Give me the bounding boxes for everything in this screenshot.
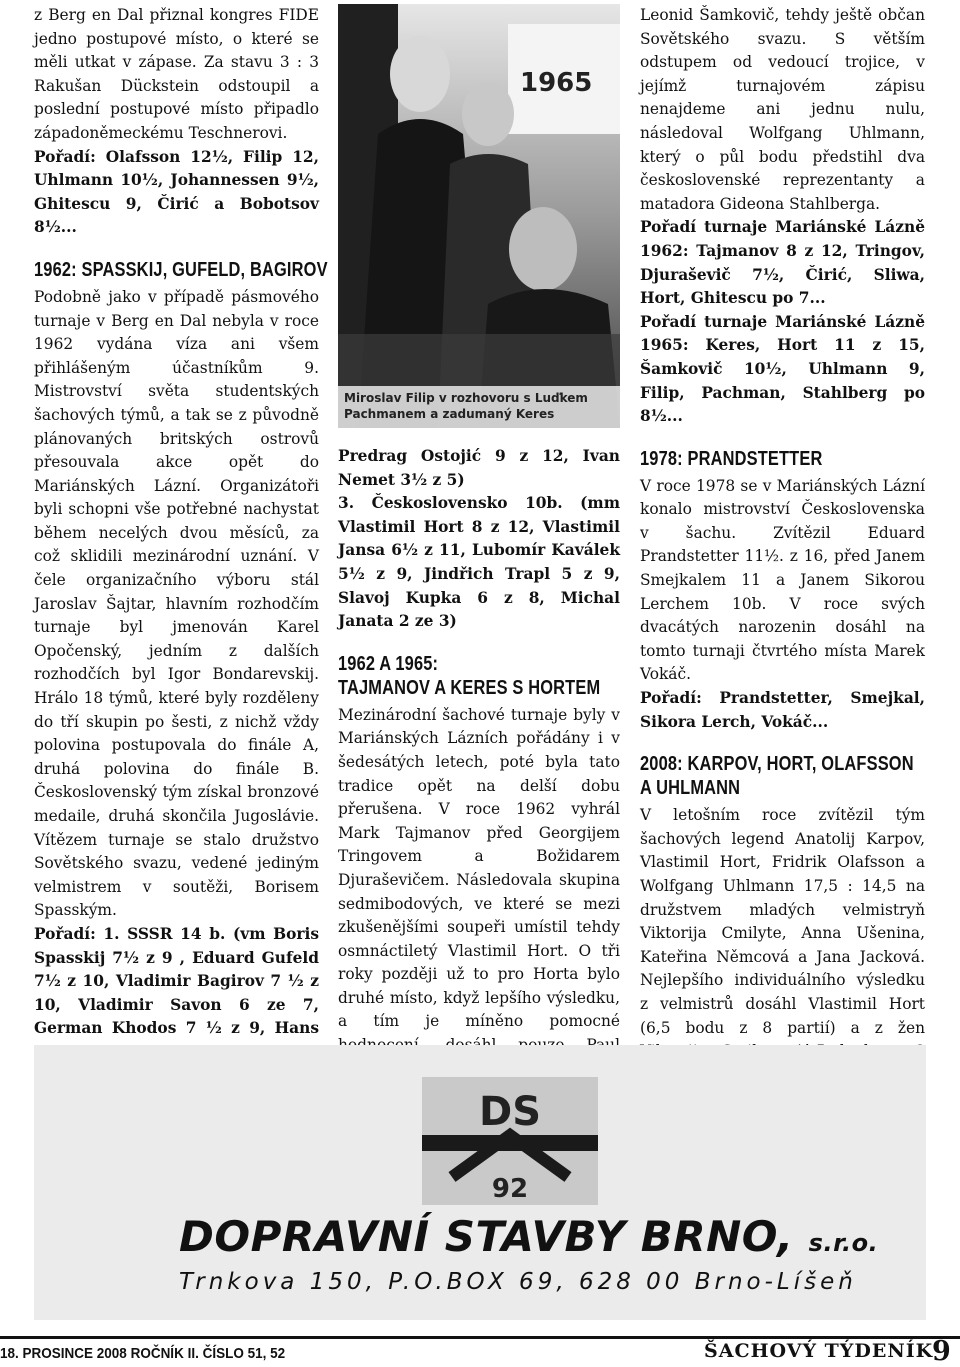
paragraph: Leonid Šamkovič, tehdy ještě občan Sovětského svazu. S větším odstupem od vedoucí trojice, v jejímž turnajovém zápisu nenajdeme ani jednu nulu, následoval Wolfgang Uhlmann, který o půl bodu předstihl dva československé reprezentanty a matadora Gideona Stahlberga. [640,6,925,213]
company-address: Trnkova 150, P.O.BOX 69, 628 00 Brno-Líšeň [179,1269,857,1295]
sign-1965: 1965 [520,68,593,98]
company-name-main: DOPRAVNÍ STAVBY BRNO, [179,1212,794,1261]
paragraph: z Berg en Dal přiznal kongres FIDE jedno postupové místo, o které se měli utkat v zápase. Za stavu 3 : 3 Rakušan Dückstein odstoupil a poslední postupové místo připadlo západoněmeckému Teschnerovi. [34,6,319,142]
section-heading-1978: 1978: PRANDSTETTER [640,447,823,470]
footer-rule [0,1336,960,1339]
result-standings: Pořadí: Prandstetter, Smejkal, Sikora Lerch, Vokáč... [640,689,925,731]
section-heading-1962-1965-sub: TAJMANOV A KERES S HORTEM [338,676,601,699]
company-name [179,1212,878,1261]
column-3 [640,4,925,1158]
section-heading-1962-1965: 1962 A 1965: [338,652,439,675]
section-heading-1962: 1962: SPASSKIJ, GUFELD, BAGIROV [34,258,328,281]
paragraph: V letošním roce zvítězil tým šachových legend Anatolij Karpov, Vlastimil Hort, Fridrik Olafsson a Wolfgang Uhlmann 17,5 : 14,5 na družstvem mladých velmistryň Viktorija Cmilyte, Anna Ušenina, Kateřina Němcová a Jana Jacková. Nejlepšího individuálního výsledku z velmistrů dosáhl Vlastimil Hort (6,5 bodu z 8 partií) a z žen [640,806,925,1037]
section-heading-2008-sub: A UHLMANN [640,777,741,800]
page-footer [0,1328,960,1365]
paragraph: Mezinárodní šachové turnaje byly v Mariánských Lázních pořádány i v šedesátých letech, poté byla tato tradice opět na delší dobu přerušena. V roce 1962 vyhrál Mark Tajmanov před Georgijem Tringovem a Božidarem Djuraševičem. Následovala skupina sedmibodových, ve které se mezi zkušenějšími soupeři umístil tehdy osmnáctiletý Vlastimil Hort. O tři roky později už to pro Horta bylo druhé místo, když lepšího výsledku, a tím je míněno pomocné [338,705,620,1031]
page-number: 9 [932,1336,951,1367]
paragraph: Podobně jako v případě pásmového turnaje v Berg en Dal nebyla v roce 1962 vydána víza ani všem přihlášeným účastníkům 9. Mistrovství světa studentských šachových týmů, a tak se z původně plánovaných britských ostrovů přesouvala akce opět do Mariánských Lázní. Organizátoři byli schopni vše potřebné nachystat během necelých dvou měsíců, za což sklidili mezinárodní uznání. V čele organizačního výboru stál Jaroslav Šajtar, hlavním rozhodčím turnaje byl jmenován Karel Opočenský, jedním z dalších rozhodčích byl Igor Bondarevskij. Hrálo 18 týmů, které byly rozděleny do tří skupin po šesti, z nichž vždy polovina postupovala do finále A, druhá polovina do finále B. Československý tým získal bronzové medaile, druhá skončila Jugoslávie. Vítězem turnaje se stalo družstvo Sovětského svazu, vedené jediným velmistrem v soutěži, Borisem Spasským. [34,287,319,920]
ds92-logo [422,1077,598,1205]
result-standings: Predrag Ostojić 9 z 12, Ivan Nemet 3½ z 5) [338,447,620,489]
column-1 [34,4,328,1159]
logo-top-text: DS [478,1089,542,1135]
magazine-title: ŠACHOVÝ TÝDENÍK [704,1340,934,1362]
result-standings: 3. Československo 10b. (mm Vlastimil Hort 8 z 12, Vlastimil Jansa 6½ z 11, Lubomír Kaválek 5½ z 9, Jindřich Trapl 5 z 9, Slavoj Kupka 6 z 8, Michal Janata 2 ze 3) [338,494,620,631]
column-2 [338,445,620,1081]
section-heading-2008: 2008: KARPOV, HORT, OLAFSSON [640,753,914,776]
result-standings: Pořadí turnaje Mariánské Lázně 1965: Keres, Hort 11 z 15, Šamkovič 10½, Uhlmann 9, Filip, Pachman, Stahlberg po 8½... [640,312,925,426]
paragraph: V roce 1978 se v Mariánských Lázní konalo mistrovství Československa v šachu. Zvítězil Eduard Prandstetter 11½. z 16, před Janem Smejkalem 11 a Janem Sikorou Lerchem 10b. V roce svých dvacátých narozenin dosáhl na tomto turnaji čtvrtého místa Marek Vokáč. [640,476,925,684]
photo-chess-players [338,4,620,428]
result-standings: Pořadí: Olafsson 12½, Filip 12, Uhlmann 10½, Johannessen 9½, Ghitescu 9, Čirić a Bobotsov 8½... [34,147,319,237]
result-standings: Pořadí: 1. SSSR 14 b. (vm Boris Spasskij 7½ z 9 , Eduard Gufeld 7½ z 10, Vladimir Bagirov 7 ½ z 10, Vladimir Savon 6 ze 7, German Khodos 7 ½ z 9, Hans [34,924,319,1038]
logo-bottom-text: 92 [491,1174,529,1204]
advertisement [34,1045,926,1320]
issue-info: 18. PROSINCE 2008 ROČNÍK II. ČÍSLO 51, 52 [0,1345,286,1362]
result-standings: Pořadí turnaje Mariánské Lázně 1962: Tajmanov 8 z 12, Tringov, Djuraševič 7½, Čirić, Sliwa, Hort, Ghitescu po 7... [640,218,925,308]
company-suffix: s.r.o. [808,1229,879,1257]
photo-caption: Miroslav Filip v rozhovoru s Luďkem Pachmanem a zadumaný Keres [338,386,620,428]
